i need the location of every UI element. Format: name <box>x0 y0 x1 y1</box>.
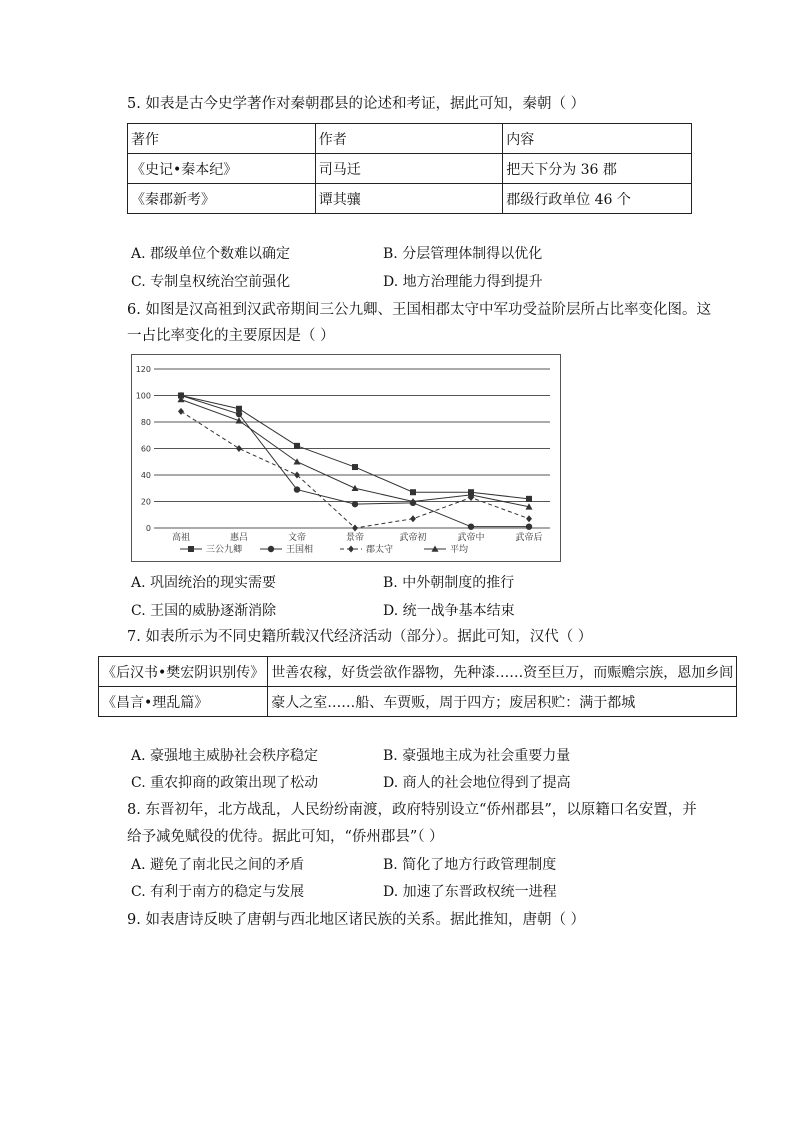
data-point-triangle <box>236 417 243 423</box>
line-chart-svg <box>132 355 560 561</box>
legend-label: 王国相 <box>286 545 314 555</box>
table-cell: 把天下分为 36 郡 <box>503 154 692 184</box>
table-row <box>128 124 692 154</box>
q8-option-c: C. 有利于南方的稳定与发展 <box>131 884 305 900</box>
data-point-square <box>410 489 416 495</box>
q6-stem-line1: 6. 如图是汉高祖到汉武帝期间三公九卿、王国相郡太守中军功受益阶层所占比率变化图。这 <box>127 302 711 318</box>
y-tick-label: 100 <box>135 391 151 401</box>
data-point-triangle <box>294 458 301 464</box>
x-tick-label: 景帝 <box>345 533 365 543</box>
data-point-square <box>526 496 532 502</box>
x-tick-label: 武帝后 <box>515 533 543 543</box>
q5-table <box>127 123 692 214</box>
data-point-circle <box>468 523 474 529</box>
y-tick-label: 20 <box>140 497 151 507</box>
table-cell: 《后汉书•樊宏阴识别传》 <box>99 657 268 687</box>
y-tick-label: 0 <box>145 524 151 533</box>
data-point-diamond <box>348 546 354 553</box>
table-cell: 豪人之室……船、车贾贩，周于四方；废居积贮：满于都城 <box>268 687 737 717</box>
table-row <box>99 687 737 717</box>
q7-option-b: B. 豪强地主成为社会重要力量 <box>383 748 571 764</box>
table-cell: 郡级行政单位 46 个 <box>503 184 692 214</box>
data-point-diamond <box>178 408 184 415</box>
data-point-diamond <box>352 525 358 532</box>
x-tick-label: 文帝 <box>287 533 307 543</box>
q8-option-d: D. 加速了东晋政权统一进程 <box>383 884 557 900</box>
q8-stem-line2: 给予减免赋役的优待。据此可知，“侨州郡县”（ ） <box>127 829 444 845</box>
q6-line-chart <box>131 354 561 562</box>
table-cell: 《昌言•理乱篇》 <box>99 687 268 717</box>
legend-label: 郡太守 <box>366 545 394 555</box>
q7-stem: 7. 如表所示为不同史籍所载汉代经济活动（部分）。据此可知，汉代（ ） <box>127 629 593 645</box>
q9-stem: 9. 如表唐诗反映了唐朝与西北地区诸民族的关系。据此推知，唐朝（ ） <box>127 912 586 928</box>
data-point-diamond <box>410 515 416 522</box>
x-tick-label: 武帝中 <box>457 533 485 543</box>
q8-option-b: B. 简化了地方行政管理制度 <box>383 857 557 873</box>
q5-option-a: A. 郡级单位个数难以确定 <box>131 246 291 262</box>
data-point-square <box>188 546 194 552</box>
table-cell: 《秦郡新考》 <box>128 184 316 214</box>
q8-option-a: A. 避免了南北民之间的矛盾 <box>131 857 305 873</box>
legend-label: 三公九卿 <box>206 545 243 555</box>
q6-option-c: C. 王国的威胁逐渐消除 <box>131 603 277 619</box>
data-point-circle <box>352 501 358 507</box>
series-line <box>181 396 529 499</box>
q7-option-a: A. 豪强地主威胁社会秩序稳定 <box>131 748 319 764</box>
table-cell: 谭其骧 <box>315 184 502 214</box>
data-point-circle <box>236 411 242 417</box>
q6-option-d: D. 统一战争基本结束 <box>383 603 515 619</box>
y-tick-label: 40 <box>140 471 151 480</box>
q5-option-b: B. 分层管理体制得以优化 <box>383 246 543 262</box>
legend-label: 平均 <box>450 545 469 555</box>
x-tick-label: 高祖 <box>171 533 191 543</box>
q5-option-d: D. 地方治理能力得到提升 <box>383 274 543 290</box>
data-point-diamond <box>526 515 532 522</box>
table-cell: 《史记•秦本纪》 <box>128 154 316 184</box>
y-tick-label: 60 <box>140 444 151 454</box>
data-point-circle <box>526 523 532 529</box>
table-cell: 司马迁 <box>315 154 502 184</box>
q7-table <box>98 656 737 717</box>
table-cell: 内容 <box>503 124 692 154</box>
table-row <box>128 154 692 184</box>
q6-option-b: B. 中外朝制度的推行 <box>383 575 515 591</box>
q5-stem: 5. 如表是古今史学著作对秦朝郡县的论述和考证，据此可知，秦朝（ ） <box>127 96 586 112</box>
table-cell: 著作 <box>128 124 316 154</box>
data-point-square <box>294 443 300 449</box>
data-point-circle <box>268 546 274 552</box>
x-tick-label: 武帝初 <box>399 533 427 543</box>
table-cell: 世善农稼，好货尝欲作器物，先种漆……资至巨万，而赈赡宗族，恩加乡闾 <box>268 657 737 687</box>
q7-option-c: C. 重农抑商的政策出现了松动 <box>131 775 319 791</box>
y-tick-label: 120 <box>135 365 151 374</box>
q7-option-d: D. 商人的社会地位得到了提高 <box>383 775 571 791</box>
data-point-square <box>352 464 358 470</box>
q8-stem-line1: 8. 东晋初年，北方战乱，人民纷纷南渡，政府特别设立“侨州郡县”，以原籍口名安置，并 <box>127 802 697 818</box>
table-cell: 作者 <box>315 124 502 154</box>
table-row <box>128 184 692 214</box>
x-tick-label: 惠吕 <box>229 533 249 543</box>
data-point-triangle <box>352 485 359 491</box>
data-point-diamond <box>236 445 242 452</box>
y-tick-label: 80 <box>140 418 151 427</box>
q6-stem-line2: 一占比率变化的主要原因是（ ） <box>127 328 335 344</box>
q5-option-c: C. 专制皇权统治空前强化 <box>131 274 291 290</box>
q6-option-a: A. 巩固统治的现实需要 <box>131 575 277 591</box>
table-row <box>99 657 737 687</box>
data-point-circle <box>294 486 300 492</box>
